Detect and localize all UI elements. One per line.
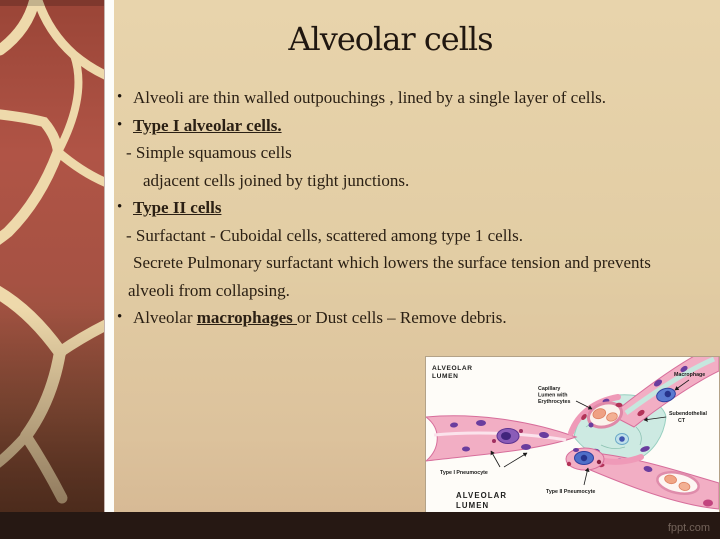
text-line-content: Alveoli are thin walled outpouchings , lined by a single layer of cells.	[133, 88, 607, 107]
label-type1-pneumocyte: Type I Pneumocyte	[440, 470, 488, 476]
watermark-text: fppt.com	[667, 522, 710, 534]
sidebar-decoration	[0, 0, 104, 512]
label-alveolar-lumen-top: ALVEOLAR	[432, 365, 473, 372]
bullet-marker: •	[117, 309, 123, 325]
text-line	[113, 139, 720, 167]
label-type2-pneumocyte: Type II Pneumocyte	[546, 489, 596, 495]
slide-title: Alveolar cells	[288, 20, 493, 58]
label-capillary-3: Erythrocytes	[538, 399, 571, 405]
text-line-content: Type I alveolar cells.	[133, 115, 282, 135]
text-line-content: - Surfactant - Cuboidal cells, scattered among type 1 cells.	[126, 225, 524, 245]
label-alveolar-lumen-bottom-2: LUMEN	[456, 501, 490, 510]
label-capillary-1: Capillary	[538, 386, 561, 392]
text-line	[113, 84, 720, 112]
text-line-content: Alveolar macrophages or Dust cells – Remove debris.	[133, 308, 507, 327]
text-line	[113, 194, 720, 222]
text-line-content: - Simple squamous cells	[126, 143, 292, 162]
crack-pattern-graphic	[0, 0, 104, 512]
label-macrophage: Macrophage	[674, 372, 706, 378]
alveolar-histology-image	[425, 356, 720, 514]
footer-bar	[0, 512, 720, 539]
text-line	[113, 222, 720, 250]
bullet-marker: •	[117, 89, 123, 105]
bullet-marker: •	[117, 116, 123, 133]
bullet-marker: •	[117, 199, 123, 215]
text-line-content: Secrete Pulmonary surfactant which lowers the surface tension and prevents alveoli from collapsing.	[128, 253, 651, 300]
text-line	[113, 112, 720, 140]
text-line	[113, 167, 720, 195]
label-subendothelial-1: Subendothelial	[669, 411, 707, 417]
text-line	[113, 304, 720, 332]
label-alveolar-lumen-top-2: LUMEN	[432, 373, 459, 380]
label-alveolar-lumen-bottom: ALVEOLAR	[456, 491, 508, 500]
text-line-content: Type II cells	[133, 198, 222, 217]
label-subendothelial-2: CT	[678, 418, 686, 424]
text-line-content: adjacent cells joined by tight junctions.	[143, 170, 410, 190]
label-capillary-2: Lumen with	[538, 392, 568, 399]
type2-pneumocyte-cell	[566, 448, 604, 470]
histology-graphic	[426, 357, 719, 513]
text-line	[113, 249, 720, 304]
bullet-list	[113, 84, 720, 332]
